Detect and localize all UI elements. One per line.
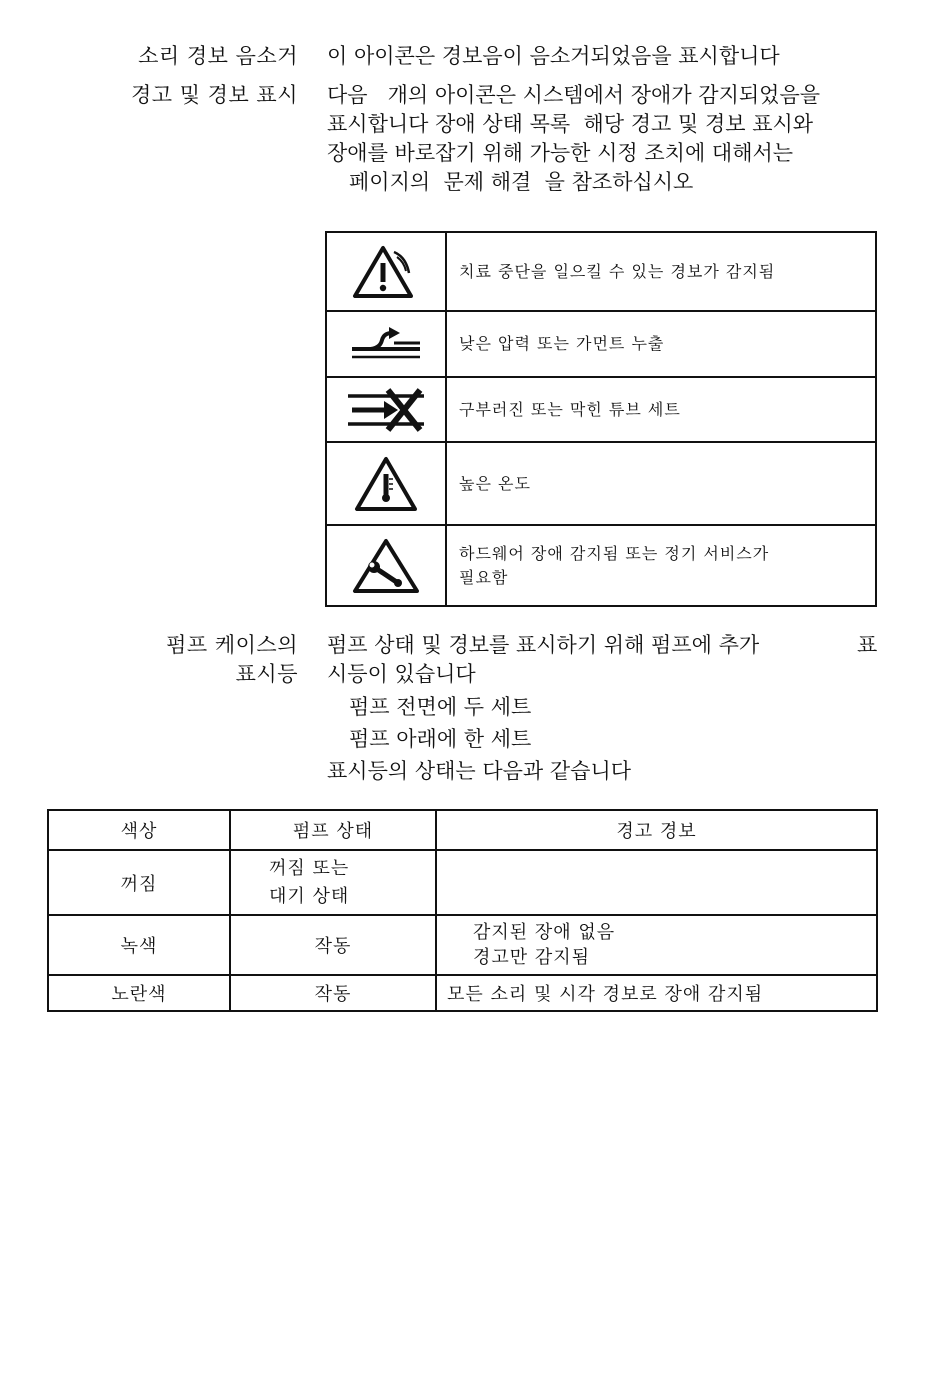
icon-description-line: 하드웨어 장애 감지됨 또는 정기 서비스가 [459, 543, 770, 563]
status-alarm-line: 경고만 감지됨 [473, 947, 591, 968]
icon-description-line: 필요함 [459, 567, 509, 587]
indicator-status-table [47, 809, 878, 1012]
column-header-color: 색상 [48, 810, 230, 850]
column-header-pump-state: 펌프 상태 [230, 810, 436, 850]
warning-alarm-line: 다음 개의 아이콘은 시스템에서 장애가 감지되었음을 [327, 83, 821, 107]
warning-alarm-line: 장애를 바로잡기 위해 가능한 시정 조치에 대해서는 [327, 141, 794, 165]
table-row [48, 850, 877, 915]
icon-table-row [326, 232, 876, 311]
status-color: 꺼짐 [48, 850, 230, 915]
status-color: 노란색 [48, 975, 230, 1011]
icon-description [446, 525, 876, 606]
status-alarm [436, 915, 877, 975]
status-alarm-line: 감지된 장애 없음 [473, 922, 616, 943]
sound-alarm-mute-term: 소리 경보 음소거 [138, 44, 298, 68]
pump-case-indicator-term [68, 631, 298, 689]
pump-case-indicator-line2: 시등이 있습니다 [327, 662, 476, 686]
alarm-triangle-icon [326, 232, 446, 311]
status-color: 녹색 [48, 915, 230, 975]
pump-case-indicator-line1-tail: 표 [857, 633, 878, 657]
pump-case-indicator-term-line: 펌프 케이스의 [166, 633, 298, 657]
indicator-summary: 표시등의 상태는 다음과 같습니다 [327, 759, 632, 783]
status-pump-state-line: 꺼짐 또는 [269, 857, 350, 879]
status-pump-state: 작동 [230, 975, 436, 1011]
warning-alarm-line: 페이지의 문제 해결 을 참조하십시오 [349, 170, 694, 194]
icon-table-row [326, 377, 876, 442]
table-row [48, 915, 877, 975]
icon-table-row [326, 311, 876, 377]
warning-alarm-line: 표시합니다 장애 상태 목록 해당 경고 및 경보 표시와 [327, 112, 814, 136]
icon-table-row [326, 442, 876, 525]
status-pump-state [230, 850, 436, 915]
alarm-icon-table [325, 231, 877, 607]
table-row [48, 975, 877, 1011]
pump-case-indicator-line1-wrap [327, 631, 882, 660]
column-header-warning-alarm: 경고 경보 [436, 810, 877, 850]
icon-description: 높은 온도 [446, 442, 876, 525]
status-table-header-row [48, 810, 877, 850]
pump-case-indicator-line1: 펌프 상태 및 경보를 표시하기 위해 펌프에 추가 [327, 633, 760, 657]
warning-alarm-display-description [327, 81, 882, 197]
icon-description: 낮은 압력 또는 가먼트 누출 [446, 311, 876, 377]
status-pump-state: 작동 [230, 915, 436, 975]
status-alarm: 모든 소리 및 시각 경보로 장애 감지됨 [436, 975, 877, 1011]
status-alarm [436, 850, 877, 915]
low-pressure-leak-icon [326, 311, 446, 377]
sound-alarm-mute-text: 이 아이콘은 경보음이 음소거되었음을 표시합니다 [327, 44, 780, 68]
status-pump-state-line: 대기 상태 [269, 885, 350, 907]
indicator-bullet: 펌프 아래에 한 세트 [349, 727, 532, 751]
blocked-tube-icon [326, 377, 446, 442]
icon-table-row [326, 525, 876, 606]
indicator-bullet: 펌프 전면에 두 세트 [349, 695, 532, 719]
hardware-service-icon [326, 525, 446, 606]
pump-case-indicator-term-line: 표시등 [235, 662, 298, 686]
icon-description: 구부러진 또는 막힌 튜브 세트 [446, 377, 876, 442]
high-temperature-icon [326, 442, 446, 525]
sound-alarm-mute-description [327, 42, 882, 71]
warning-alarm-display-term: 경고 및 경보 표시 [130, 83, 298, 107]
pump-case-indicator-description [327, 631, 882, 786]
icon-description: 치료 중단을 일으킬 수 있는 경보가 감지됨 [446, 232, 876, 311]
